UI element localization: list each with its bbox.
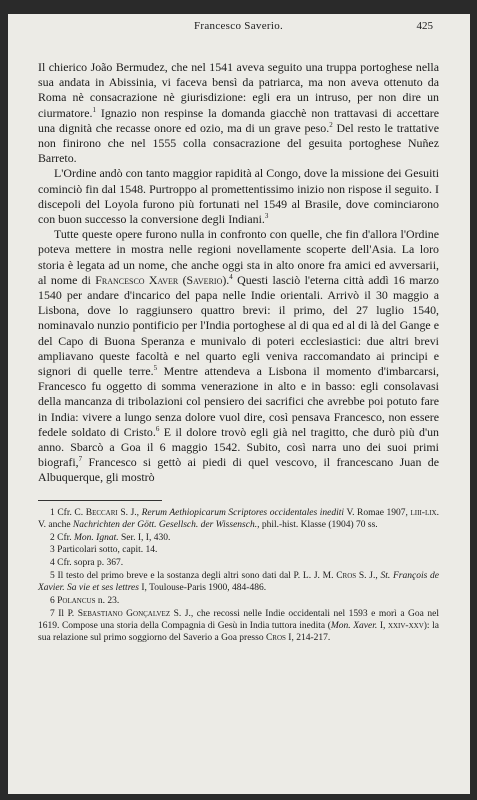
running-title: Francesco Saverio. <box>193 20 284 32</box>
small-caps-text: Cros <box>336 571 357 582</box>
small-caps-text: Polancus <box>57 596 96 607</box>
text-run: 1 Cfr. C. <box>50 507 86 518</box>
text-run: I, 214-217. <box>285 633 331 644</box>
footnote <box>38 595 439 607</box>
book-page <box>8 14 470 794</box>
italic-text: Nachrichten der Gött. Gesellsch. der Wissensch. <box>72 519 258 530</box>
text-run: S. J., che recossi nelle Indie occidentali nel 1593 e morì a Goa nel 1619. Compose una storia della Compagnia di Gesù in India tuttora inedita ( <box>38 608 439 632</box>
text-run: Ignazio non respinse la domanda giacchè non trattavasi di accettare una dignità che recasse onore ed ozio, ma di un grave peso. <box>38 105 439 135</box>
text-run: I, <box>377 621 388 632</box>
text-run: Del resto le trattative non finirono che nel 1555 colla consacrazione del gesuita portoghese Nuñez Barreto. <box>38 120 439 166</box>
text-run: Ser. I, I, 430. <box>118 532 171 543</box>
footnote-marker: 5 <box>153 364 158 373</box>
italic-text: Rerum Aethiopicarum Scriptores occidentales inediti <box>141 507 345 518</box>
footnote <box>38 608 439 645</box>
italic-text: Mon. Xaver. <box>330 621 378 632</box>
text-run: Mentre attendeva a Lisbona il momento d'imbarcarsi, Francesco fu oggetto di somma venerazione in alto e in basso: egli consolavasi della mancanza di tribolazioni col pensiero dei sacrifici che avrebbe poi potuto fare in India: vivere a lungo senza dolore vuol dire, così pensava Francesco, non essere fedele soldato di Cristo. <box>38 364 439 439</box>
footnote-marker: 1 <box>92 105 96 114</box>
text-run: n. 23. <box>95 596 120 607</box>
footnote-marker: 3 <box>264 212 269 221</box>
page-content <box>38 20 439 644</box>
italic-text: Mon. Ignat. <box>74 532 119 543</box>
small-caps-text: Cros <box>265 633 286 644</box>
text-run: . V. anche <box>38 507 439 530</box>
body-text <box>38 60 439 486</box>
text-run: S. J., <box>356 571 381 582</box>
text-run: Questi lasciò l'eterna città addì 16 marzo 1540 per andare d'incarico del papa nelle Indie orientali. Arrivò il 30 maggio a Lisbona, dove lo raggiunsero quattro brevi: il primo, del 27 luglio 1540, nominavalo nunzio pontificio per l'India portoghese al di qua ed al di là del Gange e del Capo di Buona Speranza e munivalo di poteri ecclesiastici: due altri brevi ampliavano queste facoltà e nel quarto egli veniva raccomandato ai principi e signori di quelle terre. <box>38 272 439 379</box>
italic-text: St. François de Xavier. Sa vie et ses lettres <box>38 571 439 594</box>
small-caps-text: liii-lix <box>410 507 437 518</box>
text-run: ): la sua relazione sul primo soggiorno del Saverio a Goa presso <box>38 621 439 644</box>
footnote <box>38 544 439 556</box>
footnote <box>38 557 439 569</box>
footnote <box>38 532 439 544</box>
text-run: 7 Il P. <box>50 608 78 619</box>
page-number: 425 <box>416 20 433 32</box>
body-paragraph <box>38 166 439 227</box>
text-run: V. Romae 1907, <box>344 507 411 518</box>
small-caps-text: Sebastiano Gonçalvez <box>77 608 171 619</box>
text-run: E il dolore trovò egli già nel tragitto, che durò più d'un anno. Sbarcò a Goa il 6 maggio 1542. Subito, così narra uno dei suoi primi biografi, <box>38 424 439 470</box>
text-run: Tutte queste opere furono nulla in confronto con quelle, che fin d'allora l'Ordine poteva mettere in mostra nelle regioni novellamente scoperte dell'Asia. La loro storia è legata ad un nome, che anche oggi sta in alto onore fra amici ed avversarii, al nome di <box>38 227 439 287</box>
text-run: S. J., <box>117 507 142 518</box>
footnote <box>38 507 439 531</box>
footnote-marker: 6 <box>155 424 160 433</box>
text-run: 6 <box>50 596 58 607</box>
footnote-marker: 4 <box>229 272 233 281</box>
text-run: I, Toulouse-Paris 1900, 484-486. <box>138 583 267 594</box>
text-run: L'Ordine andò con tanto maggior rapidità al Congo, dove la missione dei Gesuiti cominciò fin dal 1548. Purtroppo al promettentissimo inizio non rispose il seguito. I discepoli del Loyola furono più fortunati nel 1549 al Brasile, dove cominciarono con buon successo la conversione degli Indiani. <box>38 166 439 227</box>
running-header <box>38 20 439 36</box>
footnote-marker: 2 <box>329 120 333 129</box>
text-run: Francesco si gettò ai piedi di quel vescovo, il francescano Juan de Albuquerque, gli mostrò <box>38 455 439 485</box>
text-run: 5 Il testo del primo breve e la sostanza degli altri sono dati dal P. L. J. M. <box>50 571 337 582</box>
text-run: , phil.-hist. Klasse (1904) 70 ss. <box>257 519 378 530</box>
footnotes <box>38 507 439 645</box>
body-paragraph <box>38 60 439 166</box>
text-run: 4 Cfr. sopra p. 367. <box>50 558 124 569</box>
footnote-rule <box>38 500 162 501</box>
text-run: Il chierico João Bermudez, che nel 1541 aveva seguito una truppa portoghese nella sua andata in Abissinia, vi faceva bensì da patriarca, ma non aveva ottenuto da Roma nè consacrazione nè giurisdizione: egli era un intruso, per non dire un ciurmatore. <box>38 60 439 120</box>
text-run: 2 Cfr. <box>50 532 75 543</box>
small-caps-text: xxiv-xxv <box>387 621 424 632</box>
small-caps-text: Beccari <box>85 507 118 518</box>
body-paragraph <box>38 227 439 485</box>
text-run: 3 Particolari sotto, capit. 14. <box>50 545 158 556</box>
footnote <box>38 570 439 594</box>
small-caps-text: Francesco Xaver (Saverio). <box>95 272 230 287</box>
footnote-marker: 7 <box>78 455 83 464</box>
